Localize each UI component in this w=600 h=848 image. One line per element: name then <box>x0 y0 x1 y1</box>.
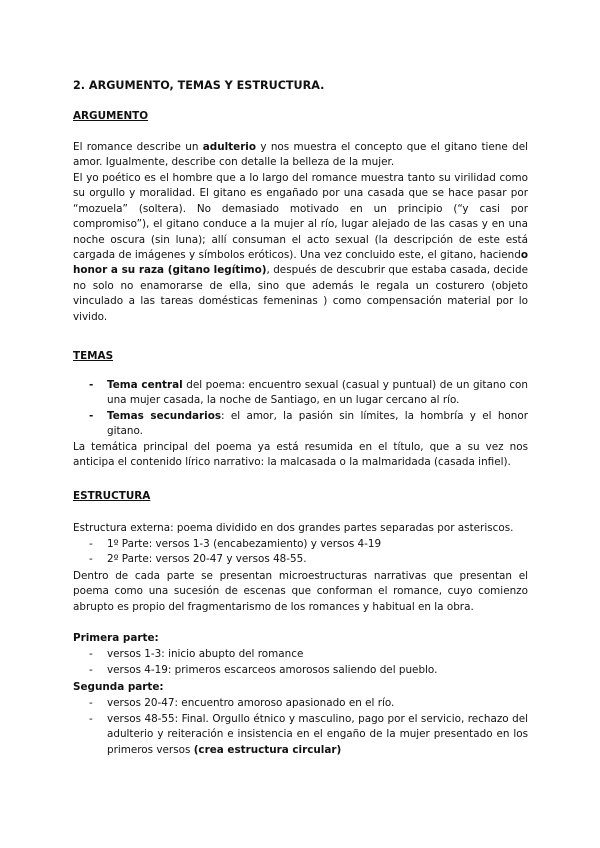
bullet: - <box>89 553 93 565</box>
bullet: - <box>89 379 94 391</box>
segunda-parte-item-1 <box>89 696 528 711</box>
bold-text: Temas secundarios <box>107 410 222 422</box>
bold-text: adulterio <box>202 141 257 153</box>
section-title: 2. ARGUMENTO, TEMAS Y ESTRUCTURA. <box>73 79 325 92</box>
temas-item-central <box>89 378 528 409</box>
text: versos 48-55: Final. Orgullo étnico y masculino, pago por el servicio, rechazo del adulterio y reiteración e insistencia en el engaño de la mujer presentado en los primeros versos <box>107 713 528 756</box>
segunda-parte-heading: Segunda parte: <box>73 681 164 693</box>
text: del poema: encuentro sexual (casual y puntual) de un gitano con una mujer casada, la noche de Santiago, en un lugar cercano al río. <box>107 379 528 407</box>
argumento-paragraph-1 <box>73 140 528 171</box>
text: versos 1-3: inicio abupto del romance <box>107 648 304 660</box>
bold-text: (crea estructura circular) <box>193 743 342 756</box>
bullet: - <box>89 697 93 709</box>
text: y nos muestra el concepto que el gitano tiene del amor. Igualmente, describe con detalle la belleza de la mujer. <box>73 141 528 169</box>
text: El yo poético es el hombre que a lo largo del romance muestra tanto su virilidad como su orgullo y moralidad. El gitano es engañado por una casada que se hace pasar por “mozuela” (soltera). No demasiado motivado en un principio (“y casi por compromiso”), el gitano conduce a la mujer al río, lugar alejado de las casas y en una noche oscura (sin luna); allí consuman el acto sexual (la descripción de este está cargada de imágenes y símbolos eróticos). Una vez concluido este, el gitano, haciend <box>73 172 528 262</box>
bullet: - <box>89 410 94 422</box>
text: 2º Parte: versos 20-47 y versos 48-55. <box>107 553 307 565</box>
bold-text: Tema central <box>107 379 183 391</box>
text: versos 20-47: encuentro amoroso apasionado en el río. <box>107 697 395 709</box>
argumento-heading: ARGUMENTO <box>73 110 149 122</box>
bullet: - <box>89 538 93 550</box>
argumento-paragraph-2 <box>73 171 528 325</box>
estructura-parte-2 <box>89 552 528 567</box>
text: : el amor, la pasión sin límites, la hombría y el honor gitano. <box>107 410 528 438</box>
bullet: - <box>89 664 93 676</box>
primera-parte-item-1 <box>89 647 528 662</box>
primera-parte-item-2 <box>89 663 528 678</box>
bullet: - <box>89 713 93 725</box>
bullet: - <box>89 648 93 660</box>
temas-item-secundarios <box>89 409 528 440</box>
primera-parte-heading: Primera parte: <box>73 632 159 644</box>
estructura-intro: Estructura externa: poema dividido en dos grandes partes separadas por asteriscos. <box>73 522 514 534</box>
temas-heading: TEMAS <box>73 350 114 362</box>
text: , después de descubrir que estaba casada, decide no solo no enamorarse de ella, sino que además le regala un costurero (objeto vinculado a las tareas domésticas femeninas ) como compensación material por lo vivido. <box>73 264 529 323</box>
bold-text: o honor a su raza (gitano legítimo) <box>73 249 528 277</box>
estructura-heading: ESTRUCTURA <box>73 490 151 502</box>
text: versos 4-19: primeros escarceos amorosos saliendo del pueblo. <box>107 664 438 676</box>
text: El romance describe un <box>73 141 203 153</box>
text: 1º Parte: versos 1-3 (encabezamiento) y versos 4-19 <box>107 538 382 550</box>
temas-paragraph: La temática principal del poema ya está resumida en el título, que a su vez nos anticipa el contenido lírico narrativo: la malcasada o la malmaridada (casada infiel). <box>73 441 528 469</box>
estructura-paragraph: Dentro de cada parte se presentan microestructuras narrativas que presentan el poema como una sucesión de escenas que conforman el romance, cuyo comienzo abrupto es propio del fragmentarismo de los romances y habitual en la obra. <box>73 570 528 613</box>
estructura-parte-1 <box>89 537 528 552</box>
segunda-parte-item-2 <box>89 712 528 758</box>
